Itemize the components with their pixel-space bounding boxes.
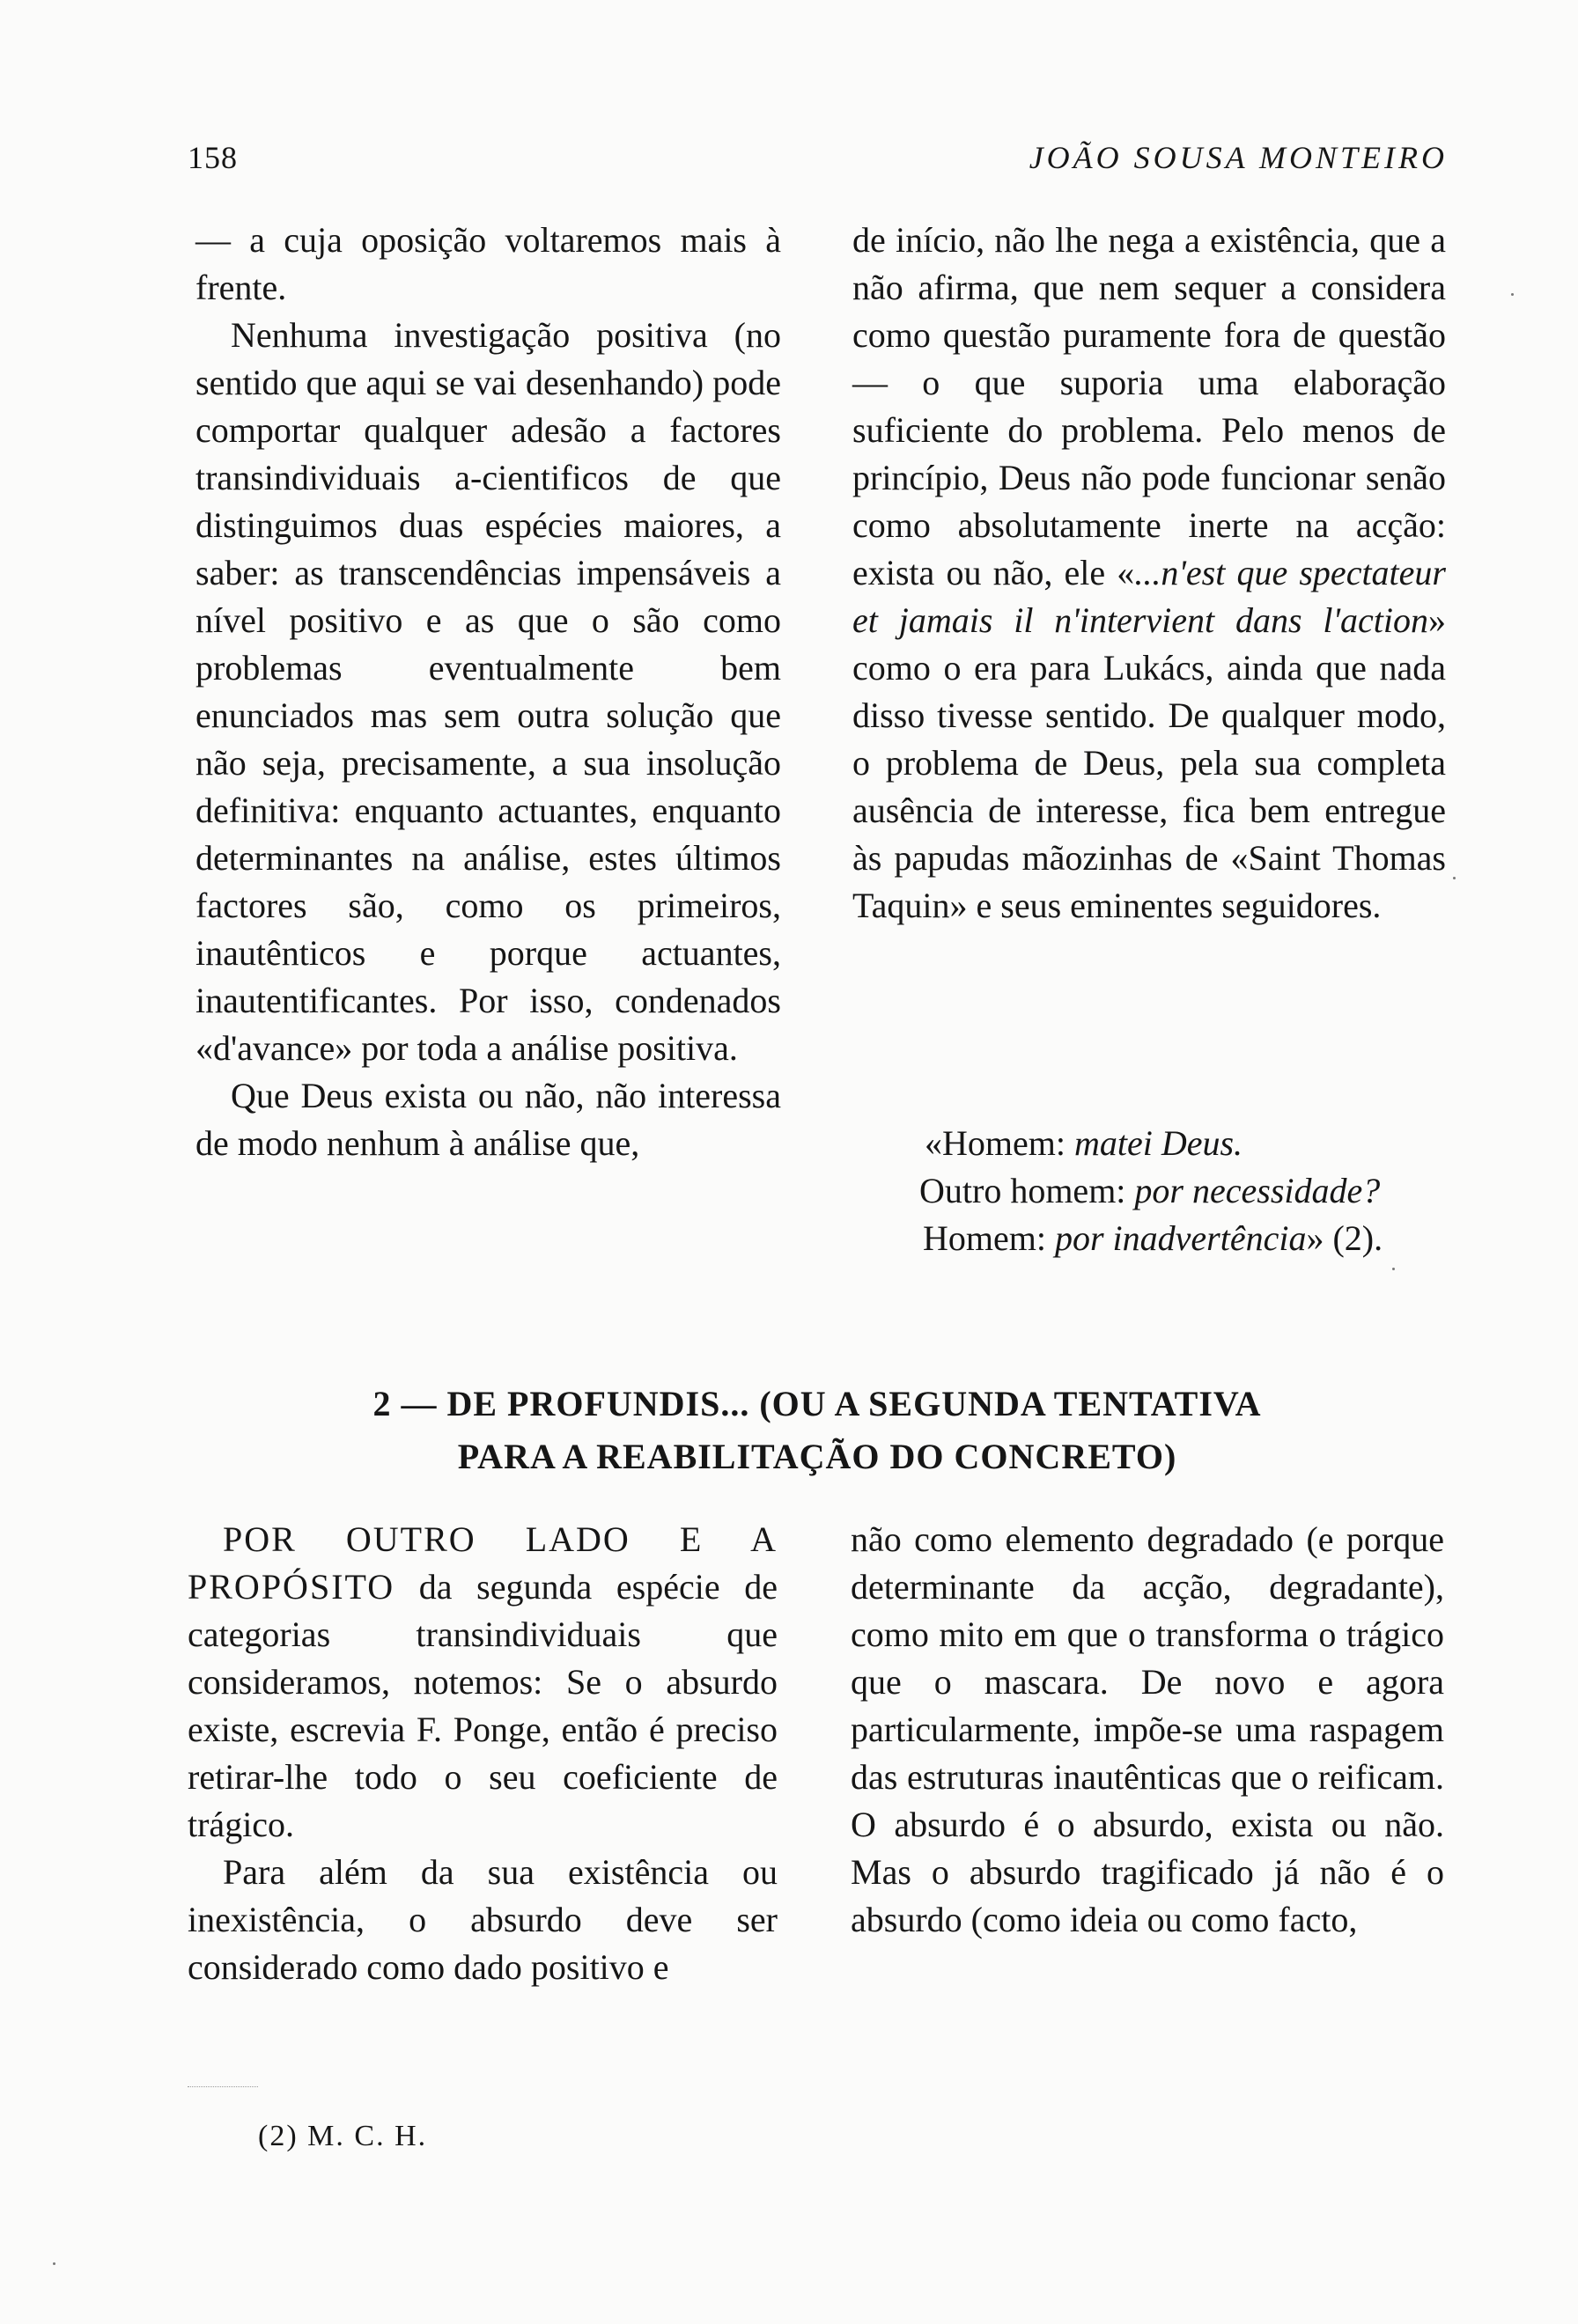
paragraph-continuation: não como elemento degradado (e porque determinante da acção, degradante), como mito em que o transforma o trágico que o mascara. De novo e agora particularmente, impõe-se uma raspagem das estruturas inautênticas que o reificam. O absurdo é o absurdo, exista ou não. Mas o absurdo tragificado já não é o absurdo (como ideia ou como facto, — [851, 1519, 1444, 1939]
footnote-marker: (2) — [258, 2120, 299, 2152]
footnote — [258, 2120, 427, 2153]
paragraph: Que Deus exista ou não, não interessa de modo nenhum à análise que, — [195, 1076, 781, 1163]
quote-line — [925, 1120, 1453, 1167]
speaker: Outro homem: — [919, 1171, 1135, 1210]
bottom-right-column — [851, 1516, 1444, 1944]
quote-words: matei Deus. — [1073, 1123, 1243, 1163]
top-right-column — [852, 217, 1446, 930]
top-left-column — [195, 217, 781, 1167]
paragraph: Para além da sua existência ou inexistência, o absurdo deve ser considerado como dado positivo e — [188, 1852, 778, 1987]
footnote-divider — [188, 2086, 258, 2087]
section-heading — [188, 1378, 1447, 1483]
bottom-left-column — [188, 1516, 778, 1991]
french-quotation: ...n'est que spectateur et jamais il n'intervient dans l'action — [852, 553, 1446, 640]
footnote-text: M. C. H. — [307, 2120, 428, 2152]
page-number: 158 — [188, 140, 238, 175]
footnote-reference: » (2). — [1306, 1218, 1383, 1258]
section-heading-line: 2 — DE PROFUNDIS... (OU A SEGUNDA TENTATIVA — [372, 1384, 1262, 1423]
paper-speck — [53, 2262, 55, 2265]
quote-line — [919, 1167, 1453, 1215]
dialogue-quote — [907, 1120, 1453, 1262]
speaker: Homem: — [923, 1218, 1055, 1258]
text-run: de início, não lhe nega a existência, que a não afirma, que nem sequer a considera como questão puramente fora de questão — o que suporia uma elaboração suficiente do problema. Pelo menos de princípio, Deus não pode funcionar senão como absolutamente inerte na acção: exista ou não, ele « — [852, 220, 1446, 592]
paper-speck — [1453, 877, 1456, 879]
paragraph: Nenhuma investigação positiva (no sentido que aqui se vai desenhando) pode comportar qualquer adesão a factores transindividuais a-cientificos de que distinguimos duas espécies maiores, a saber: as transcendências impensáveis a nível positivo e as que o são como problemas eventualmente bem enunciados mas sem outra solução que não seja, precisamente, a sua insolução definitiva: enquanto actuantes, enquanto determinantes na análise, estes últimos factores são, como os primeiros, inautênticos e porque actuantes, inautentificantes. Por isso, condenados «d'avance» por toda a análise positiva. — [195, 315, 781, 1068]
running-head: JOÃO SOUSA MONTEIRO — [1029, 140, 1448, 175]
paragraph — [188, 1516, 778, 1849]
speaker: «Homem: — [925, 1123, 1074, 1163]
text-run: » como o era para Lukács, ainda que nada disso tivesse sentido. De qualquer modo, o problema de Deus, pela sua completa ausência de interesse, fica bem entregue às papudas mãozinhas de «Saint Thomas Taquin» e seus eminentes seguidores. — [852, 600, 1446, 925]
quote-words: por inadvertência — [1054, 1218, 1307, 1258]
paragraph-continuation: — a cuja oposição voltaremos mais à frente. — [195, 220, 781, 307]
text-run: da segunda espécie de categorias transindividuais que consideramos, notemos: Se o absurdo existe, escrevia F. Ponge, então é preciso retirar-lhe todo o seu coeficiente de trágico. — [188, 1567, 778, 1844]
quote-words: por necessidade? — [1134, 1171, 1381, 1210]
opening-caps: POR OUTRO LADO E A PROPÓSITO — [188, 1519, 778, 1607]
section-heading-line: PARA A REABILITAÇÃO DO CONCRETO) — [457, 1437, 1177, 1476]
quote-line — [923, 1215, 1453, 1262]
paragraph-continuation — [852, 217, 1446, 930]
paper-speck — [1511, 293, 1514, 296]
paper-speck — [1392, 1268, 1395, 1270]
